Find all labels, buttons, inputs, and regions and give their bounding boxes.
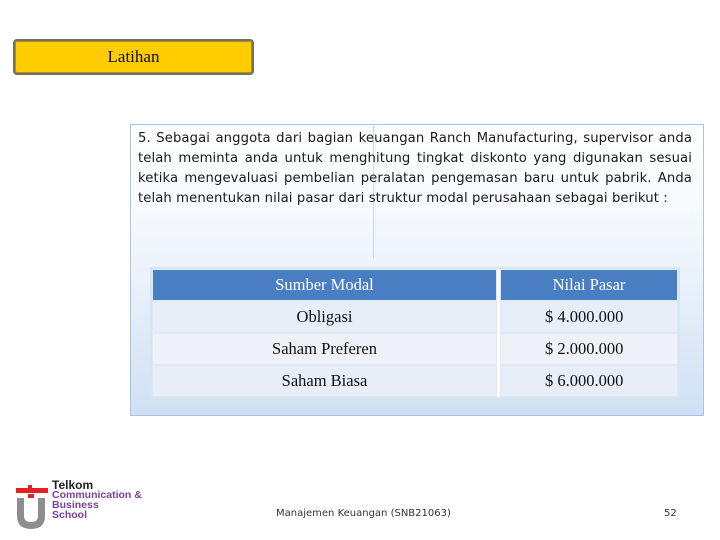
table-row [152,333,678,365]
telkom-logo-icon [14,482,50,534]
cell-value: $ 2.000.000 [500,333,678,365]
slide-title-box [13,39,254,75]
cell-value: $ 4.000.000 [500,301,678,333]
logo-wordmark [52,480,142,520]
header-nilai-pasar: Nilai Pasar [500,269,678,301]
logo-line-business: Business [52,499,99,511]
page-number: 52 [664,508,677,519]
logo-line-telkom: Telkom [52,478,94,492]
logo-line-communication: Communication & [52,489,142,501]
slide-title: Latihan [107,47,160,66]
header-sumber-modal: Sumber Modal [152,269,497,301]
table-row [152,301,678,333]
table-row [152,365,678,397]
cell-source: Saham Biasa [152,365,497,397]
table-header-row [152,269,678,301]
logo-line-school: School [52,509,88,521]
cell-source: Saham Preferen [152,333,497,365]
capital-structure-table [150,267,680,399]
cell-source: Obligasi [152,301,497,333]
question-paragraph: 5. Sebagai anggota dari bagian keuangan Ranch Manufacturing, supervisor anda telah meminta anda untuk menghitung tingkat diskonto yang digunakan sesuai ketika mengevaluasi pembelian peralatan pengemasan baru untuk pabrik. Anda telah menentukan nilai pasar dari struktur modal perusahaan sebagai berikut : [138,131,692,206]
cell-value: $ 6.000.000 [500,365,678,397]
footer-course: Manajemen Keuangan (SNB21063) [276,508,451,519]
